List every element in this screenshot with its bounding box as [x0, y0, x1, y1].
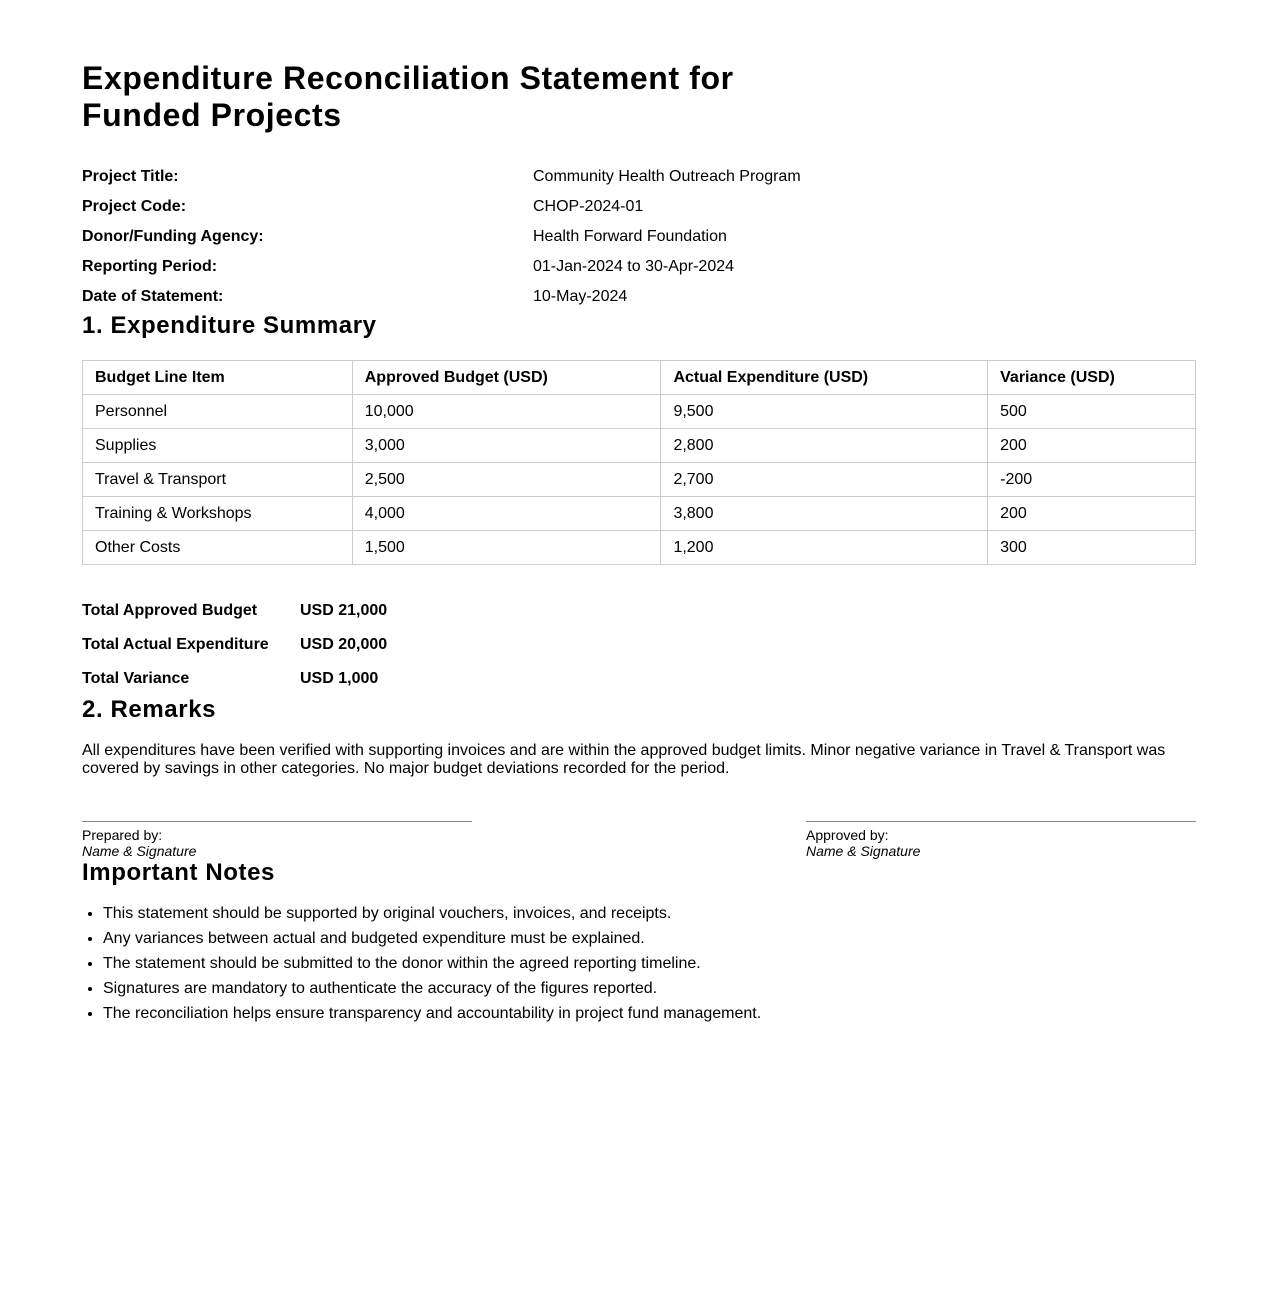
- expenditure-summary-table: [82, 360, 1196, 565]
- list-item: • Any variances between actual and budgeted expenditure must be explained.: [103, 929, 1196, 954]
- table-cell: 3,000: [352, 429, 661, 463]
- table-cell: Travel & Transport: [83, 463, 353, 497]
- signature-section: [82, 821, 1196, 859]
- table-cell: 200: [988, 429, 1196, 463]
- total-value: USD 20,000: [300, 636, 388, 653]
- column-header: Variance (USD): [988, 361, 1196, 395]
- info-label: Project Title:: [82, 168, 179, 185]
- expenditure-summary-heading: 1. Expenditure Summary: [82, 312, 377, 339]
- remarks-text: All expenditures have been verified with supporting invoices and are within the approved budget limits. Minor negative variance in Travel & Transport was covered by savings in other categories. No major budget deviations recorded for the period.: [82, 742, 1166, 777]
- info-value: CHOP-2024-01: [533, 198, 644, 215]
- table-cell: 2,700: [661, 463, 988, 497]
- table-cell: -200: [988, 463, 1196, 497]
- total-label: Total Approved Budget: [82, 602, 258, 619]
- table-cell: 2,800: [661, 429, 988, 463]
- table-row: [83, 463, 1196, 497]
- document-title: Expenditure Reconciliation Statement for Funded Projects: [82, 60, 734, 133]
- list-item: • Signatures are mandatory to authenticate the accuracy of the figures reported.: [103, 979, 1196, 1004]
- important-notes-heading: Important Notes: [82, 859, 276, 886]
- info-value: Health Forward Foundation: [533, 228, 727, 245]
- info-label: Reporting Period:: [82, 258, 218, 275]
- table-cell: Personnel: [83, 395, 353, 429]
- total-approved-budget: [82, 594, 1196, 628]
- info-value: Community Health Outreach Program: [533, 168, 801, 185]
- table-cell: Training & Workshops: [83, 497, 353, 531]
- table-cell: Other Costs: [83, 531, 353, 565]
- table-cell: 9,500: [661, 395, 988, 429]
- list-item: • The reconciliation helps ensure transparency and accountability in project fund management.: [103, 1004, 1196, 1029]
- column-header: Approved Budget (USD): [352, 361, 661, 395]
- total-label: Total Actual Expenditure: [82, 636, 269, 653]
- list-item: • The statement should be submitted to the donor within the agreed reporting timeline.: [103, 954, 1196, 979]
- table-cell: 1,500: [352, 531, 661, 565]
- signature-caption: Name & Signature: [806, 843, 921, 859]
- total-variance: [82, 662, 1196, 696]
- table-cell: 1,200: [661, 531, 988, 565]
- important-notes-list: [82, 904, 1196, 1029]
- table-row: [83, 497, 1196, 531]
- info-label: Project Code:: [82, 198, 187, 215]
- column-header: Actual Expenditure (USD): [661, 361, 988, 395]
- table-row: [83, 395, 1196, 429]
- table-cell: 200: [988, 497, 1196, 531]
- table-cell: 500: [988, 395, 1196, 429]
- totals-block: [82, 594, 1196, 696]
- table-cell: 3,800: [661, 497, 988, 531]
- list-item: • This statement should be supported by original vouchers, invoices, and receipts.: [103, 904, 1196, 929]
- project-info: [82, 162, 1196, 312]
- info-row-project-title: [82, 162, 1196, 192]
- table-cell: Supplies: [83, 429, 353, 463]
- table-row: [83, 429, 1196, 463]
- table-header-row: [83, 361, 1196, 395]
- column-header: Budget Line Item: [83, 361, 353, 395]
- remarks-heading: 2. Remarks: [82, 696, 217, 723]
- signature-label: Prepared by:: [82, 827, 163, 843]
- prepared-by-signature: [82, 821, 472, 859]
- info-row-project-code: [82, 192, 1196, 222]
- info-label: Date of Statement:: [82, 288, 224, 305]
- approved-by-signature: [806, 821, 1196, 859]
- info-label: Donor/Funding Agency:: [82, 228, 264, 245]
- total-label: Total Variance: [82, 670, 190, 687]
- table-row: [83, 531, 1196, 565]
- info-value: 10-May-2024: [533, 288, 628, 305]
- table-cell: 300: [988, 531, 1196, 565]
- signature-caption: Name & Signature: [82, 843, 197, 859]
- table-cell: 10,000: [352, 395, 661, 429]
- info-row-reporting-period: [82, 252, 1196, 282]
- info-row-statement-date: [82, 282, 1196, 312]
- info-value: 01-Jan-2024 to 30-Apr-2024: [533, 258, 735, 275]
- total-actual-expenditure: [82, 628, 1196, 662]
- table-cell: 2,500: [352, 463, 661, 497]
- signature-label: Approved by:: [806, 827, 889, 843]
- table-cell: 4,000: [352, 497, 661, 531]
- total-value: USD 21,000: [300, 602, 388, 619]
- total-value: USD 1,000: [300, 670, 379, 687]
- info-row-donor: [82, 222, 1196, 252]
